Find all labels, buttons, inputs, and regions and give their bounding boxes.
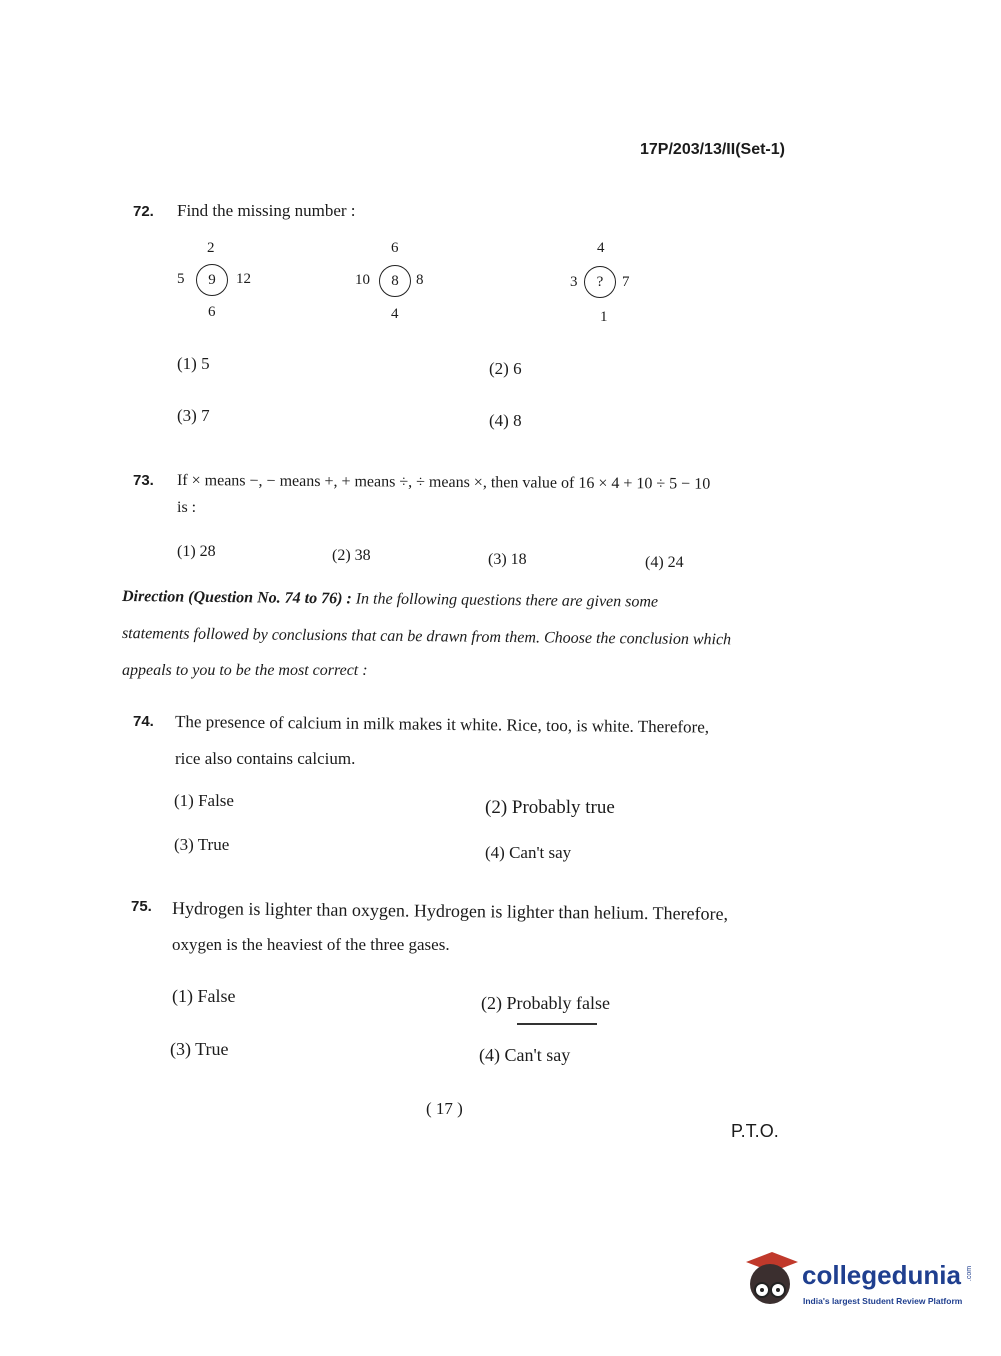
mascot-icon [742,1250,798,1310]
question-text-line-2: oxygen is the heaviest of the three gases. [172,935,450,954]
brand-tld: .com [966,1265,974,1282]
figure-bottom-number: 1 [600,309,608,325]
option-1: (1) False [174,791,234,810]
option-4: (4) Can't say [479,1045,571,1065]
figure-top-number: 2 [207,240,215,256]
figure-center-circle: 9 [196,264,228,296]
figure-bottom-number: 4 [391,306,399,322]
option-3: (3) True [170,1039,229,1059]
page-number: ( 17 ) [426,1099,463,1118]
question-number: 75. [131,898,152,915]
option-4: (4) 24 [645,554,684,571]
question-text-line-1: Hydrogen is lighter than oxygen. Hydrogen is lighter than helium. Therefore, [171,898,729,924]
option-3: (3) True [174,835,230,854]
question-number: 73. [133,472,154,489]
figure-top-number: 6 [391,240,399,256]
question-text-line-1: If × means −, − means +, + means ÷, ÷ means ×, then value of 16 × 4 + 10 ÷ 5 − 10 [176,472,711,493]
collegedunia-logo [742,1250,982,1320]
direction-line-1 [122,588,658,612]
question-text-line-1: The presence of calcium in milk makes it white. Rice, too, is white. Therefore, [174,712,710,737]
figure-right-number: 12 [236,271,251,287]
option-4: (4) 8 [489,411,522,430]
pen-mark [517,1023,597,1025]
figure-bottom-number: 6 [208,304,216,320]
option-4: (4) Can't say [485,843,572,862]
option-2: (2) 6 [489,359,522,378]
direction-text: In the following questions there are given some [355,590,659,611]
figure-right-number: 8 [416,272,424,288]
brand-tagline: India's largest Student Review Platform [803,1296,963,1306]
question-text-line-2: rice also contains calcium. [175,749,356,768]
figure-left-number: 3 [570,274,578,290]
option-1: (1) 5 [177,354,210,373]
option-2: (2) 38 [332,547,371,564]
question-number: 72. [133,203,154,220]
figure-left-number: 10 [355,272,370,288]
figure-center-circle: ? [584,266,616,298]
direction-line-3: appeals to you to be the most correct : [122,662,368,679]
option-1: (1) 28 [177,543,216,560]
option-2: (2) Probably true [485,797,615,818]
option-1: (1) False [172,986,236,1006]
figure-center-circle: 8 [379,265,411,297]
option-3: (3) 7 [177,406,210,425]
figure-left-number: 5 [177,271,185,287]
option-2: (2) Probably false [481,993,610,1013]
brand-name: collegedunia [802,1260,961,1290]
figure-top-number: 4 [597,240,605,256]
option-3: (3) 18 [488,551,527,568]
pto-label: P.T.O. [731,1121,779,1141]
direction-line-2: statements followed by conclusions that can be drawn from them. Choose the conclusion which [121,625,732,649]
figure-right-number: 7 [622,274,630,290]
question-text: Find the missing number : [177,201,356,220]
paper-code: 17P/203/13/II(Set-1) [640,141,785,158]
question-number: 74. [133,713,154,730]
direction-label: Direction (Question No. 74 to 76) : [121,588,352,608]
question-text-line-2: is : [177,499,197,516]
